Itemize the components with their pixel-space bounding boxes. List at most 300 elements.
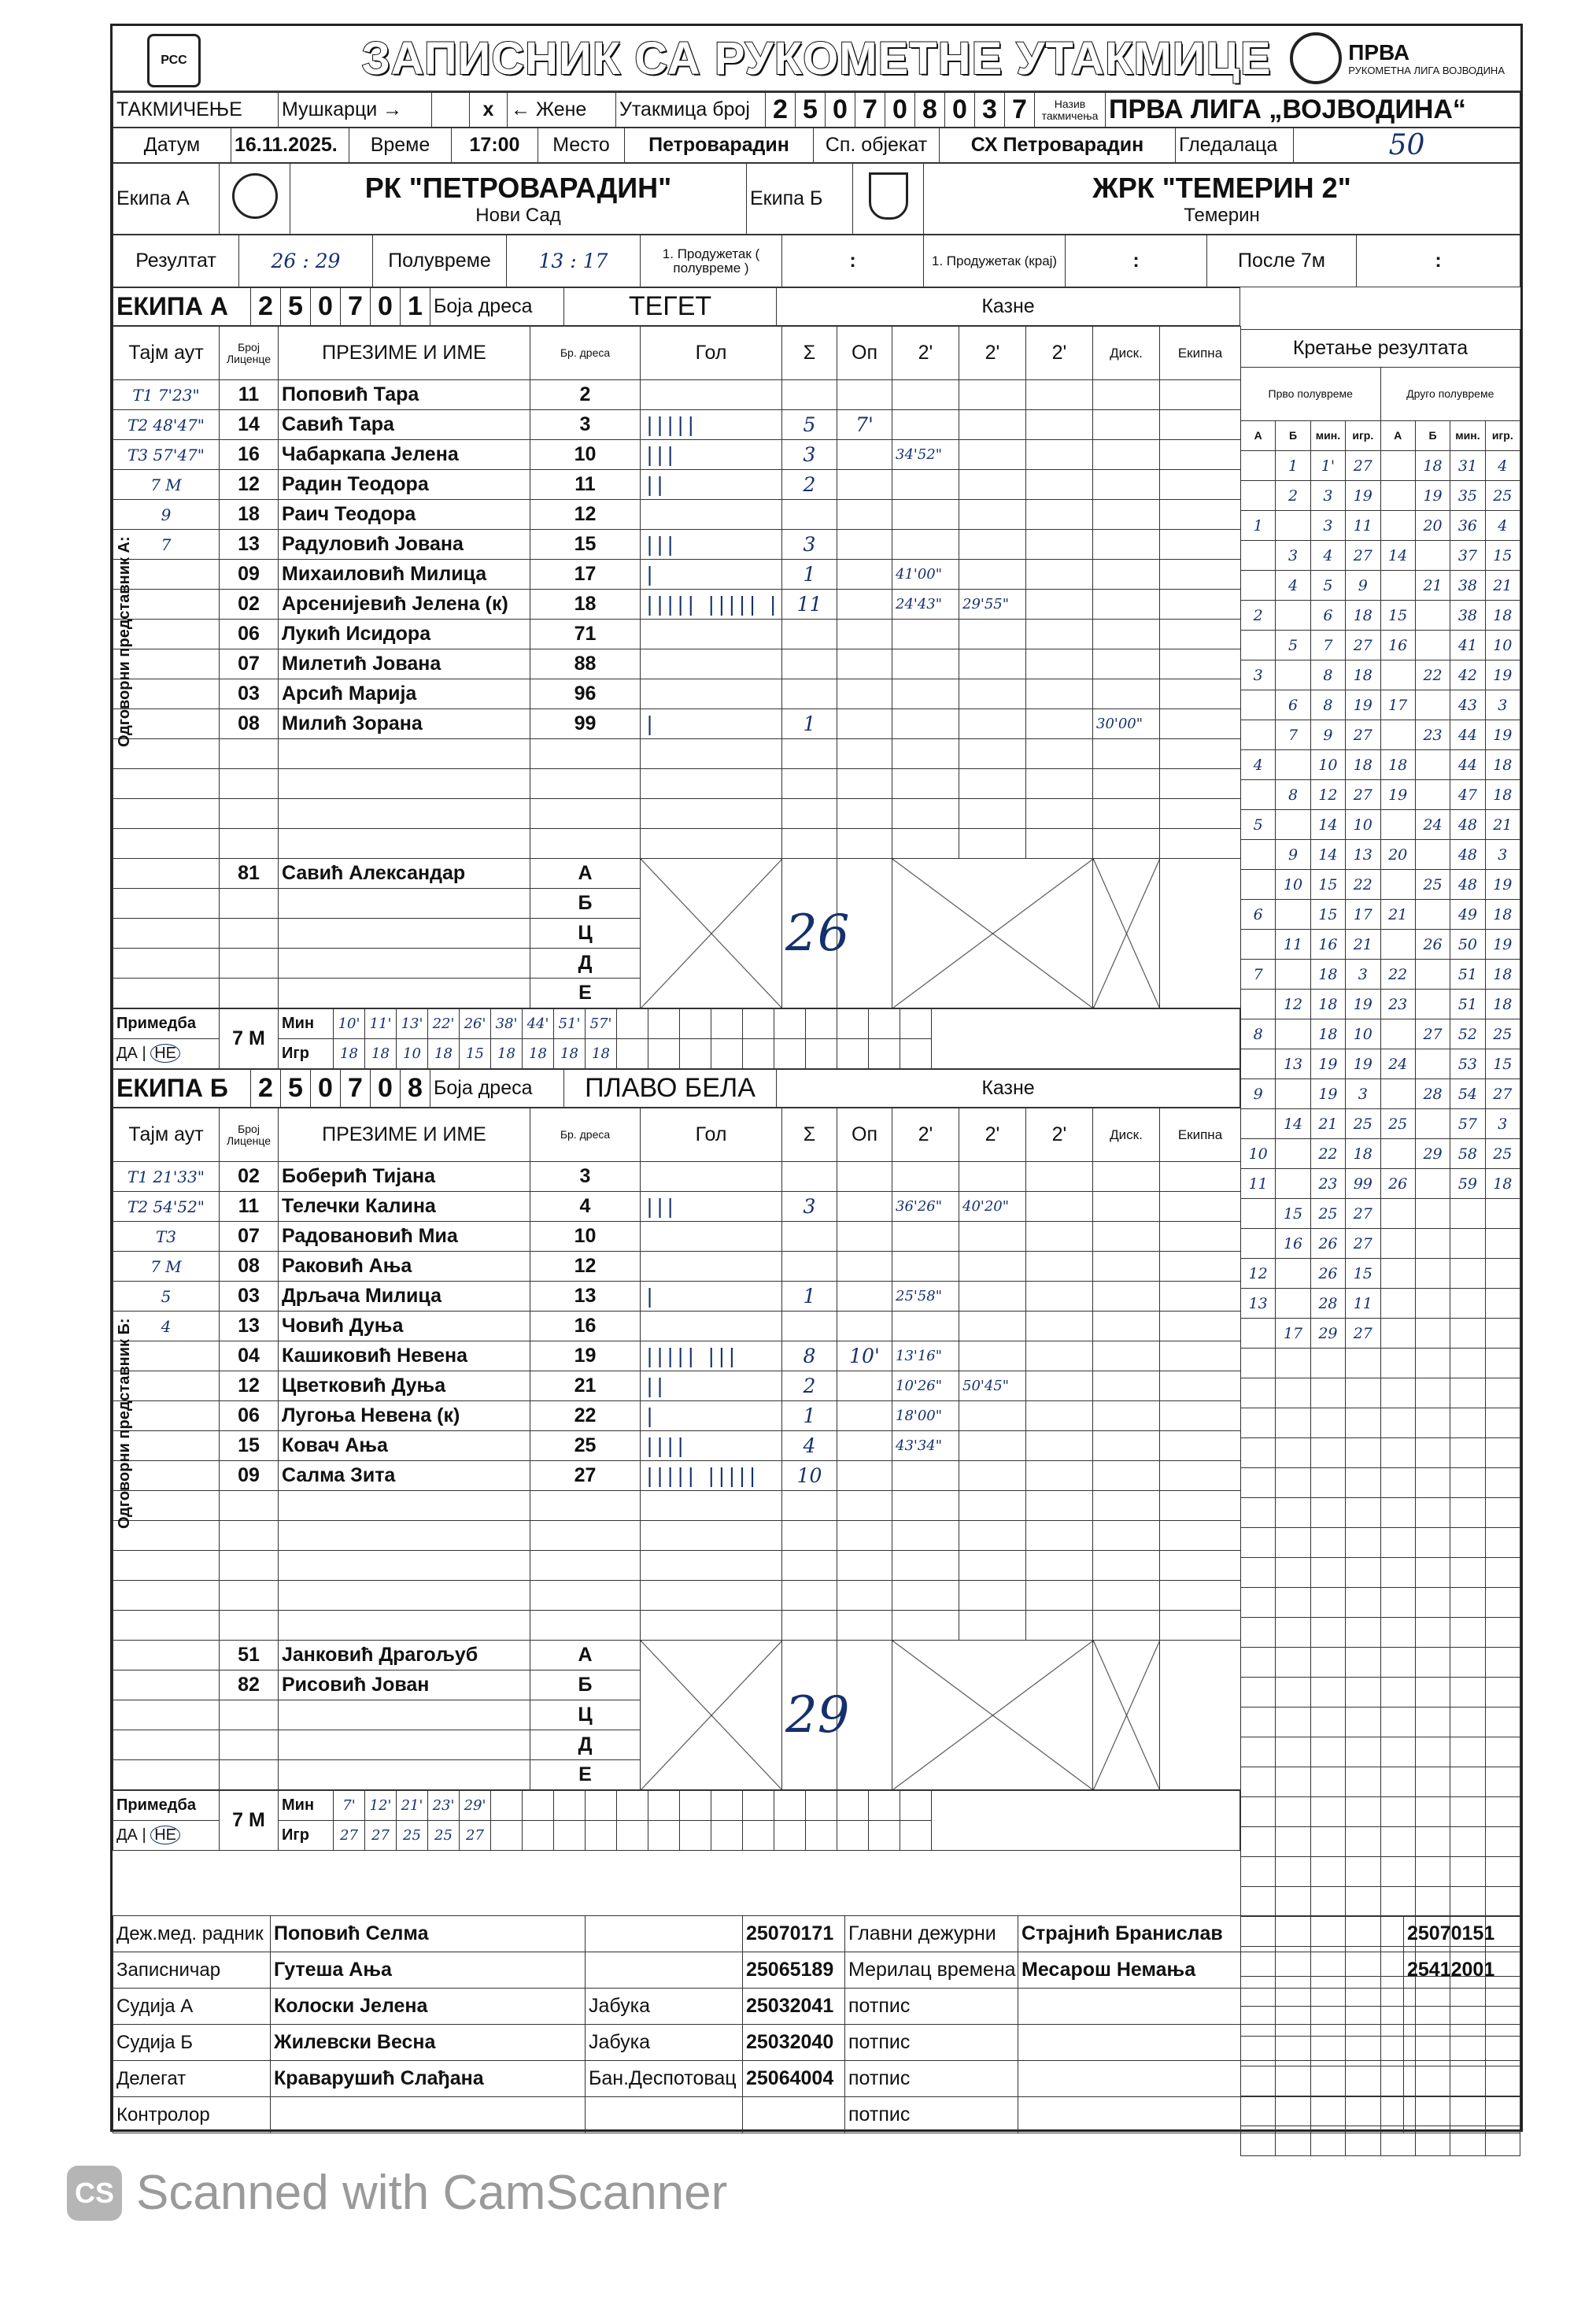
progress-cell xyxy=(1241,1049,1276,1079)
team-a-city: Нови Сад xyxy=(475,204,561,226)
progress-cell: 26 xyxy=(1310,1229,1345,1259)
player-row xyxy=(113,1611,1241,1641)
progress-row xyxy=(1241,1259,1520,1289)
progress-row xyxy=(1241,1707,1520,1737)
progress-row xyxy=(1241,780,1520,810)
progress-cell xyxy=(1241,990,1276,1019)
team_a-code-digit: 2 xyxy=(251,288,281,326)
progress-cell xyxy=(1415,690,1450,720)
seven-m-player: 18 xyxy=(554,1039,586,1069)
goal-tally xyxy=(641,1222,782,1252)
seven-m-player xyxy=(806,1039,837,1069)
progress-cell: 4 xyxy=(1241,750,1276,780)
progress-cell: 18 xyxy=(1346,601,1380,631)
player-row xyxy=(113,709,1241,739)
official-person: Поповић Селма xyxy=(271,1916,586,1952)
progress-cell: 4 xyxy=(1310,541,1345,571)
seven-m-player xyxy=(743,1039,774,1069)
progress-cell: 18 xyxy=(1485,960,1520,990)
suspension-3 xyxy=(1026,649,1093,679)
progress-cell: 48 xyxy=(1450,840,1485,870)
progress-cell xyxy=(1415,1857,1450,1887)
progress-cell xyxy=(1241,1767,1276,1797)
player-license: 18 xyxy=(220,500,279,530)
team_b-representative-label: Одговорни представник Б: xyxy=(116,1318,133,1529)
progress-cell xyxy=(1415,1737,1450,1767)
progress-cell xyxy=(1485,1438,1520,1468)
progress-cell xyxy=(1380,660,1415,690)
progress-cell: 21 xyxy=(1380,900,1415,930)
suspension-1 xyxy=(892,709,959,739)
progress-cell xyxy=(1310,1887,1345,1917)
seven-m-player xyxy=(491,1821,523,1851)
spectators-label: Гледалаца xyxy=(1176,128,1294,163)
progress-cell xyxy=(1450,1438,1485,1468)
suspension-2 xyxy=(959,470,1026,500)
player-jersey: 71 xyxy=(530,620,641,649)
progress-cell xyxy=(1276,1767,1310,1797)
player-license: 15 xyxy=(220,1431,279,1461)
player-row xyxy=(113,1341,1241,1371)
progress-row xyxy=(1241,451,1520,481)
player-jersey: 88 xyxy=(530,649,641,679)
empty-cell xyxy=(1093,829,1160,859)
progress-cell: 49 xyxy=(1450,900,1485,930)
progress-cell xyxy=(1241,1707,1276,1737)
official-license xyxy=(220,889,279,919)
progress-cell xyxy=(1276,1797,1310,1827)
progress-cell xyxy=(1450,1827,1485,1857)
progress-cell xyxy=(1310,1558,1345,1588)
official-person-2 xyxy=(1018,2025,1404,2061)
goal-sum xyxy=(782,649,837,679)
match-no-digit: 8 xyxy=(915,93,945,128)
progress-cell: 21 xyxy=(1485,571,1520,601)
progress-cell: 11 xyxy=(1346,1289,1380,1319)
progress-cell: 17 xyxy=(1276,1319,1310,1349)
rss-logo-text: РСС xyxy=(161,54,187,67)
progress-row xyxy=(1241,1678,1520,1707)
disqualification xyxy=(1093,1341,1160,1371)
player-row xyxy=(113,1371,1241,1401)
progress-row xyxy=(1241,1857,1520,1887)
player-jersey: 96 xyxy=(530,679,641,709)
official-name: Рисовић Јован xyxy=(279,1670,530,1700)
official-bottom-row xyxy=(113,2097,1520,2133)
goal-tally: ||| xyxy=(641,1192,782,1222)
progress-cell xyxy=(1241,930,1276,960)
team-penalty xyxy=(1160,1371,1241,1401)
official-city xyxy=(586,2097,743,2133)
goal-tally: ||||| ||| xyxy=(641,1341,782,1371)
seven-m-minute: 38' xyxy=(491,1009,523,1039)
team-penalty xyxy=(1160,530,1241,560)
progress-row xyxy=(1241,1618,1520,1648)
player-license: 12 xyxy=(220,470,279,500)
official-person: Гутеша Ања xyxy=(271,1952,586,1989)
progress-cell xyxy=(1241,1827,1276,1857)
seven-m-player xyxy=(743,1821,774,1851)
progress-cell xyxy=(1241,1498,1276,1528)
seven-m-player xyxy=(711,1821,743,1851)
player-license: 08 xyxy=(220,709,279,739)
seven-m-minute: 7' xyxy=(334,1791,365,1821)
suspension-1 xyxy=(892,1461,959,1491)
progress-row xyxy=(1241,1139,1520,1169)
goal-tally: | xyxy=(641,1282,782,1312)
progress-cell: 54 xyxy=(1450,1079,1485,1109)
empty-cell xyxy=(641,1611,782,1641)
official-name: Савић Александар xyxy=(279,859,530,889)
progress-cell xyxy=(1241,690,1276,720)
warning xyxy=(837,1371,892,1401)
role2-label: Мерилац времена xyxy=(845,1952,1018,1989)
team-b-logo-icon xyxy=(869,172,908,220)
seven-m-minute xyxy=(648,1791,680,1821)
progress-cell xyxy=(1241,1737,1276,1767)
progress-cell: 27 xyxy=(1346,541,1380,571)
progress-cell xyxy=(1450,1408,1485,1438)
suspension-2: 40'20" xyxy=(959,1192,1026,1222)
col-two: 2' xyxy=(1026,1108,1093,1162)
role2-label: потпис xyxy=(845,2097,1018,2133)
warning xyxy=(837,1431,892,1461)
progress-cell: 18 xyxy=(1485,601,1520,631)
seven-m-minute: 13' xyxy=(397,1009,428,1039)
player-name: Лугоња Невена (к) xyxy=(279,1401,530,1431)
suspension-1: 36'26" xyxy=(892,1192,959,1222)
player-name: Радовановић Миа xyxy=(279,1222,530,1252)
progress-cell: 58 xyxy=(1450,1139,1485,1169)
seven-m-minute xyxy=(774,1009,806,1039)
official-city: Јабука xyxy=(586,2025,743,2061)
progress-cell: 18 xyxy=(1485,1169,1520,1199)
progress-cell: 17 xyxy=(1380,690,1415,720)
suspension-1 xyxy=(892,1222,959,1252)
igr-label: Игр xyxy=(279,1039,334,1069)
progress-cell xyxy=(1241,1349,1276,1378)
empty-cell xyxy=(1026,829,1093,859)
goal-sum: 5 xyxy=(782,410,837,440)
suspension-1 xyxy=(892,500,959,530)
progress-cell: 27 xyxy=(1346,780,1380,810)
player-row xyxy=(113,679,1241,709)
progress-cell xyxy=(1450,1737,1485,1767)
col-two: 2' xyxy=(892,327,959,380)
crossed-disq-area xyxy=(1093,859,1160,1008)
progress-cell: 19 xyxy=(1310,1079,1345,1109)
progress-cell: 15 xyxy=(1310,900,1345,930)
col-license: Број Лиценце xyxy=(220,327,279,380)
camscanner-logo-icon: CS xyxy=(67,2166,122,2221)
official-letter: А xyxy=(530,1641,641,1670)
player-jersey: 99 xyxy=(530,709,641,739)
progress-cell xyxy=(1450,1558,1485,1588)
progress-cell xyxy=(1450,1707,1485,1737)
progress-cell: 18 xyxy=(1346,660,1380,690)
seven-m-minute xyxy=(869,1009,900,1039)
competition-row xyxy=(113,92,1520,128)
team-penalty xyxy=(1160,410,1241,440)
progress-cell xyxy=(1276,1827,1310,1857)
seven-m-label: 7 М xyxy=(220,1791,279,1851)
empty-cell xyxy=(782,1611,837,1641)
suspension-1: 13'16" xyxy=(892,1341,959,1371)
player-jersey: 3 xyxy=(530,1162,641,1192)
empty-cell xyxy=(530,1491,641,1521)
empty-cell xyxy=(782,1581,837,1611)
player-license: 08 xyxy=(220,1252,279,1282)
progress-cell xyxy=(1380,1438,1415,1468)
official-license-no: 25064004 xyxy=(743,2061,845,2097)
progress-cell: 24 xyxy=(1380,1049,1415,1079)
progress-row xyxy=(1241,1199,1520,1229)
progress-cell xyxy=(1346,1887,1380,1917)
progress-cell xyxy=(1346,1857,1380,1887)
empty-cell xyxy=(959,1581,1026,1611)
progress-cell: 8 xyxy=(1310,660,1345,690)
empty-cell xyxy=(892,1491,959,1521)
progress-cell: 19 xyxy=(1310,1049,1345,1079)
progress-cell xyxy=(1346,1588,1380,1618)
progress-cell xyxy=(1450,1678,1485,1707)
progress-cell xyxy=(1485,1468,1520,1498)
team-penalty xyxy=(1160,1401,1241,1431)
crossed-penalty-area xyxy=(892,1641,1093,1790)
player-row xyxy=(113,440,1241,470)
seven-m-player: 10 xyxy=(397,1039,428,1069)
progress-cell: 9 xyxy=(1241,1079,1276,1109)
player-name: Радин Теодора xyxy=(279,470,530,500)
team_b-jersey-color: ПЛАВО БЕЛА xyxy=(564,1070,777,1108)
match-no-digit: 0 xyxy=(826,93,855,128)
progress-cell: 10 xyxy=(1276,870,1310,900)
disqualification: 30'00" xyxy=(1093,709,1160,739)
goal-tally xyxy=(641,380,782,410)
progress-row xyxy=(1241,571,1520,601)
suspension-3 xyxy=(1026,380,1093,410)
progress-col-igr: игр. xyxy=(1485,421,1520,451)
player-jersey: 25 xyxy=(530,1431,641,1461)
progress-cell: 29 xyxy=(1415,1139,1450,1169)
col-timeout: Тајм аут xyxy=(113,1108,220,1162)
team-a-name: РК "ПЕТРОВАРАДИН" xyxy=(364,171,672,204)
seven-m-player: 18 xyxy=(334,1039,365,1069)
time-value: 17:00 xyxy=(452,128,538,163)
player-row xyxy=(113,1581,1241,1611)
team_b-code-digit: 2 xyxy=(251,1070,281,1108)
seven-m-minute: 11' xyxy=(365,1009,397,1039)
seven-m-minute: 12' xyxy=(365,1791,397,1821)
progress-cell xyxy=(1450,1797,1485,1827)
progress-cell xyxy=(1415,1259,1450,1289)
progress-cell xyxy=(1241,1468,1276,1498)
progress-cell xyxy=(1241,1558,1276,1588)
progress-row xyxy=(1241,1588,1520,1618)
progress-cell: 2 xyxy=(1241,601,1276,631)
suspension-1 xyxy=(892,1312,959,1341)
progress-cell xyxy=(1380,1678,1415,1707)
progress-row xyxy=(1241,750,1520,780)
progress-cell xyxy=(1380,1498,1415,1528)
suspension-3 xyxy=(1026,1371,1093,1401)
progress-cell xyxy=(1485,1767,1520,1797)
progress-cell xyxy=(1276,1648,1310,1678)
player-name: Арсић Марија xyxy=(279,679,530,709)
progress-cell: 16 xyxy=(1276,1229,1310,1259)
seven-m-minute: 23' xyxy=(428,1791,460,1821)
col-two: 2' xyxy=(959,327,1026,380)
progress-cell: 5 xyxy=(1276,631,1310,660)
progress-cell xyxy=(1485,1528,1520,1558)
progress-cell xyxy=(1346,1498,1380,1528)
disqualification xyxy=(1093,470,1160,500)
suspension-3 xyxy=(1026,1222,1093,1252)
col-name: ПРЕЗИМЕ И ИМЕ xyxy=(279,327,530,380)
empty-cell xyxy=(892,799,959,829)
progress-cell: 3 xyxy=(1485,840,1520,870)
progress-cell xyxy=(1380,1259,1415,1289)
progress-cell: 57 xyxy=(1450,1109,1485,1139)
progress-cell: 2 xyxy=(1276,481,1310,511)
seven-m-player xyxy=(774,1039,806,1069)
league-logo-title: ПРВА xyxy=(1348,40,1410,65)
progress-cell xyxy=(1276,750,1310,780)
progress-cell xyxy=(1241,1887,1276,1917)
progress-cell: 5 xyxy=(1241,810,1276,840)
progress-cell xyxy=(1415,840,1450,870)
yes-label: ДА xyxy=(116,1045,138,1062)
col-jersey: Бр. дреса xyxy=(530,327,641,380)
team-penalty xyxy=(1160,1222,1241,1252)
player-name: Раковић Ања xyxy=(279,1252,530,1282)
official-license: 82 xyxy=(220,1670,279,1700)
progress-cell xyxy=(1415,1498,1450,1528)
progress-cell: 26 xyxy=(1380,1169,1415,1199)
goal-tally xyxy=(641,620,782,649)
warning xyxy=(837,1312,892,1341)
progress-cell: 19 xyxy=(1346,690,1380,720)
progress-cell: 18 xyxy=(1485,990,1520,1019)
place-label: Место xyxy=(538,128,625,163)
progress-cell: 19 xyxy=(1485,720,1520,750)
official-person: Краварушић Слађана xyxy=(271,2061,586,2097)
progress-row xyxy=(1241,690,1520,720)
timeout-cell: 9 xyxy=(113,500,220,530)
team_b-label: ЕКИПА Б xyxy=(113,1070,251,1108)
player-name: Дрљача Милица xyxy=(279,1282,530,1312)
empty-cell xyxy=(959,799,1026,829)
player-jersey: 10 xyxy=(530,440,641,470)
ot1-half-label: 1. Продужетак ( полувреме ) xyxy=(641,235,782,287)
progress-cell xyxy=(1380,1319,1415,1349)
suspension-3 xyxy=(1026,1431,1093,1461)
progress-cell: 27 xyxy=(1346,720,1380,750)
no-label: НЕ xyxy=(150,1826,180,1844)
progress-cell xyxy=(1415,1528,1450,1558)
progress-cell: 13 xyxy=(1346,840,1380,870)
progress-cell: 15 xyxy=(1485,1049,1520,1079)
team-penalty xyxy=(1160,1461,1241,1491)
player-row xyxy=(113,769,1241,799)
disqualification xyxy=(1093,1162,1160,1192)
progress-cell xyxy=(1276,1707,1310,1737)
timeout-cell: T2 54'52" xyxy=(113,1192,220,1222)
progress-cell xyxy=(1485,1827,1520,1857)
official-letter: Ц xyxy=(530,919,641,949)
disqualification xyxy=(1093,530,1160,560)
official-license-no: 25070171 xyxy=(743,1916,845,1952)
seven-m-minute xyxy=(806,1009,837,1039)
progress-cell: 51 xyxy=(1450,960,1485,990)
goal-sum xyxy=(782,1312,837,1341)
goal-sum xyxy=(782,1222,837,1252)
empty-cell xyxy=(782,1521,837,1551)
player-license: 07 xyxy=(220,1222,279,1252)
progress-cell: 36 xyxy=(1450,511,1485,541)
official-license-no: 25032040 xyxy=(743,2025,845,2061)
role-label: Судија Б xyxy=(113,2025,271,2061)
official-row xyxy=(113,1641,1241,1670)
player-row xyxy=(113,1551,1241,1581)
suspension-1: 34'52" xyxy=(892,440,959,470)
disqualification xyxy=(1093,1461,1160,1491)
progress-cell xyxy=(1276,1528,1310,1558)
official-license-no: 25032041 xyxy=(743,1989,845,2025)
empty-cell xyxy=(279,1521,530,1551)
progress-table xyxy=(1240,329,1520,2156)
team-penalty xyxy=(1160,709,1241,739)
match-record-sheet xyxy=(110,24,1523,2132)
empty-cell xyxy=(1026,1521,1093,1551)
suspension-1: 10'26" xyxy=(892,1371,959,1401)
team_a-code-digit: 7 xyxy=(341,288,371,326)
min-label: Мин xyxy=(279,1791,334,1821)
progress-cell xyxy=(1485,1648,1520,1678)
official-license-no-2: 25412001 xyxy=(1404,1952,1520,1989)
progress-cell: 21 xyxy=(1415,571,1450,601)
suspension-2 xyxy=(959,1461,1026,1491)
progress-cell xyxy=(1415,1468,1450,1498)
progress-cell: 43 xyxy=(1450,690,1485,720)
progress-cell xyxy=(1380,1648,1415,1678)
progress-cell xyxy=(1310,1767,1345,1797)
empty-cell xyxy=(959,1551,1026,1581)
goal-sum xyxy=(782,380,837,410)
goal-sum: 1 xyxy=(782,560,837,590)
progress-cell xyxy=(1276,810,1310,840)
empty-cell xyxy=(837,1521,892,1551)
empty-cell xyxy=(892,739,959,769)
goal-sum: 3 xyxy=(782,530,837,560)
progress-cell: 22 xyxy=(1346,870,1380,900)
player-jersey: 17 xyxy=(530,560,641,590)
progress-cell xyxy=(1380,1707,1415,1737)
progress-row xyxy=(1241,631,1520,660)
match-no-label: Утакмица број xyxy=(616,93,766,128)
official-letter: Б xyxy=(530,1670,641,1700)
progress-cell: 47 xyxy=(1450,780,1485,810)
disqualification xyxy=(1093,440,1160,470)
match-no-digit: 2 xyxy=(766,93,796,128)
seven-m-player: 27 xyxy=(460,1821,491,1851)
progress-cell xyxy=(1380,1827,1415,1857)
empty-cell xyxy=(837,1581,892,1611)
team-a-section xyxy=(113,287,1240,1069)
progress-cell xyxy=(1310,1737,1345,1767)
progress-cell xyxy=(1485,1498,1520,1528)
official-letter: Е xyxy=(530,979,641,1008)
